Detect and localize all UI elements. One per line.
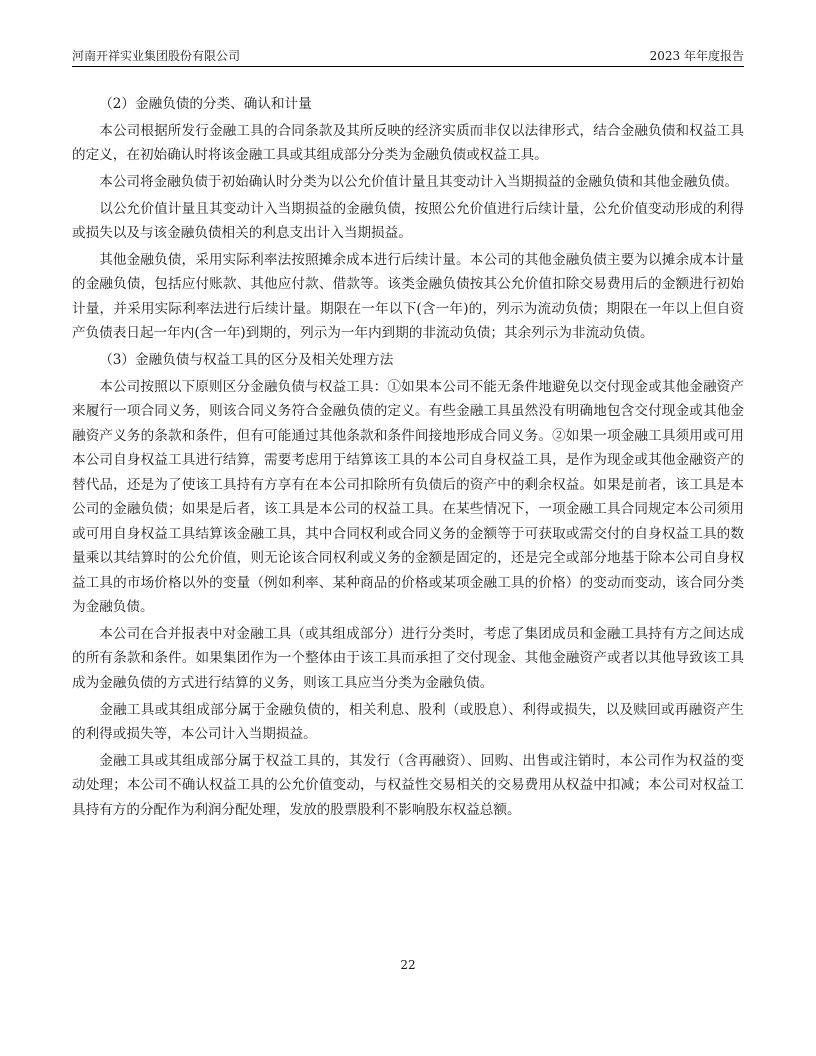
paragraph: 以公允价值计量且其变动计入当期损益的金融负债，按照公允价值进行后续计量，公允价值变动形成的利得或损失以及与该金融负债相关的利息支出计入当期损益。 xyxy=(72,200,744,242)
paragraph: 本公司将金融负债于初始确认时分类为以公允价值计量且其变动计入当期损益的金融负债和其他金融负债。 xyxy=(99,173,739,190)
paragraph: 其他金融负债，采用实际利率法按照摊余成本进行后续计量。本公司的其他金融负债主要为以摊余成本计量的金融负债，包括应付账款、其他应付款、借款等。该类金融负债按其公允价值扣除交易费用后的金额进行初始计量，并采用实际利率法进行后续计量。期限在一年以下(含一年)的，列示为流动负债；期限在一年以上但自资产负债表日起一年内(含一年)到期的，列示为一年内到期的非流动负债；其余列示为非流动负债。 xyxy=(72,251,744,342)
paragraph: 金融工具或其组成部分属于金融负债的，相关利息、股利（或股息）、利得或损失，以及赎回或再融资产生的利得或损失等，本公司计入当期损益。 xyxy=(72,701,744,742)
header-report-title: 2023 年年度报告 xyxy=(649,49,744,63)
paragraph: 本公司按照以下原则区分金融负债与权益工具：①如果本公司不能无条件地避免以交付现金或其他金融资产来履行一项合同义务，则该合同义务符合金融负债的定义。有些金融工具虽然没有明确地包含交付现金或其他金融资产义务的条款和条件，但有可能通过其他条款和条件间接地形成合同义务。②如果一项金融工具须用或可用本公司自身权益工具进行结算，需要考虑用于结算该工具的本公司自身权益工具，是作为现金或其他金融资产的替代品，还是为了使该工具持有方享有在本公司扣除所有负债后的资产中的剩余权益。如果是前者，该工具是本公司的金融负债；如果是后者，该工具是本公司的权益工具。在某些情况下，一项金融工具合同规定本公司须用或可用自身权益工具结算该金融工具，其中合同权利或合同义务的金额等于可获取或需交付的自身权益工具的数量乘以其结算时的公允价值，则无论该合同权利或义务的金额是固定的，还是完全或部分地基于除本公司自身权益工具的市场价格以外的变量（例如利率、某种商品的价格或某项金融工具的价格）的变动而变动，该合同分类为金融负债。 xyxy=(72,378,744,616)
page-number: 22 xyxy=(400,958,416,972)
section-heading: （3）金融负债与权益工具的区分及相关处理方法 xyxy=(99,351,394,368)
header-divider xyxy=(72,66,744,67)
paragraph: 金融工具或其组成部分属于权益工具的，其发行（含再融资）、回购、出售或注销时，本公司作为权益的变动处理；本公司不确认权益工具的公允价值变动，与权益性交易相关的交易费用从权益中扣减；本公司对权益工具持有方的分配作为利润分配处理，发放的股票股利不影响股东权益总额。 xyxy=(72,752,744,818)
page-header xyxy=(72,46,744,66)
paragraph: 本公司在合并报表中对金融工具（或其组成部分）进行分类时，考虑了集团成员和金融工具持有方之间达成的所有条款和条件。如果集团作为一个整体由于该工具而承担了交付现金、其他金融资产或者以其他导致该工具成为金融负债的方式进行结算的义务，则该工具应当分类为金融负债。 xyxy=(72,625,744,691)
section-heading: （2）金融负债的分类、确认和计量 xyxy=(99,96,312,112)
header-company-name: 河南开祥实业集团股份有限公司 xyxy=(72,49,241,63)
document-body xyxy=(72,92,744,824)
paragraph: 本公司根据所发行金融工具的合同条款及其所反映的经济实质而非仅以法律形式，结合金融负债和权益工具的定义，在初始确认时将该金融工具或其组成部分分类为金融负债或权益工具。 xyxy=(72,122,744,164)
